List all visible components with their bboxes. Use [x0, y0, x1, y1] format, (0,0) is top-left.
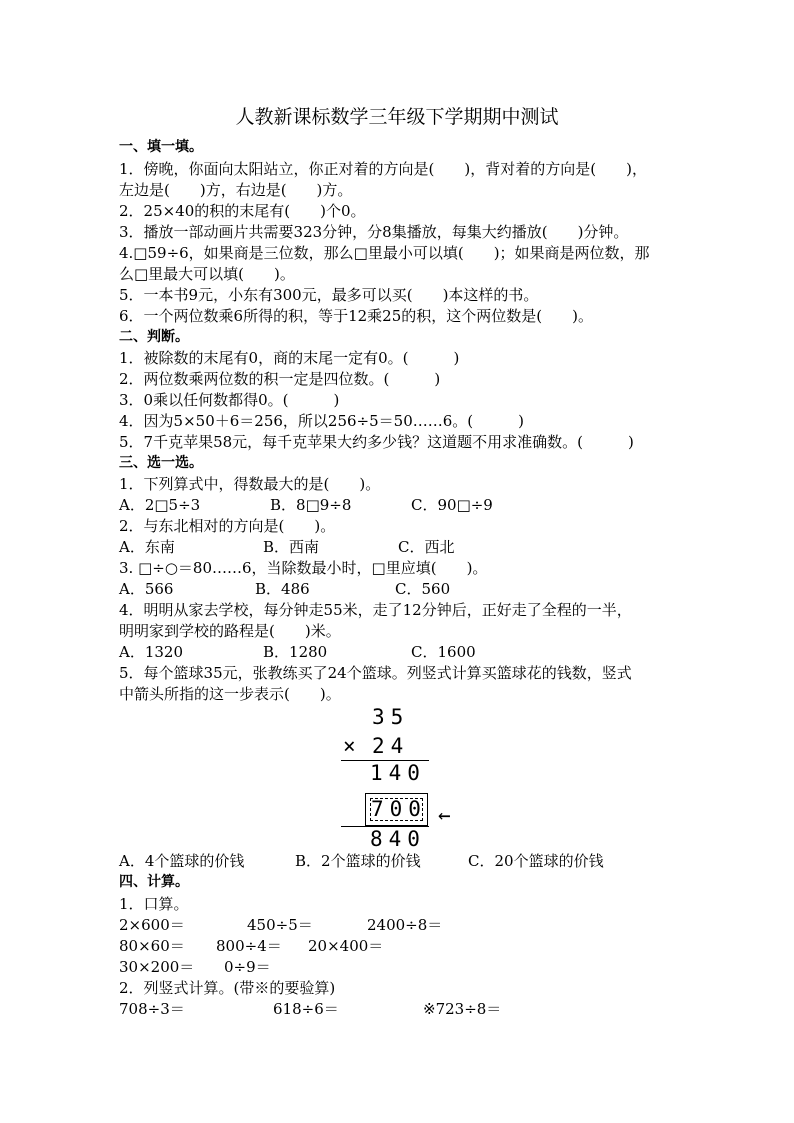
- section-fill-heading: 一、填一填。: [119, 139, 203, 155]
- oral-item: 0÷9＝: [224, 958, 271, 976]
- vertical-row-24: 24: [372, 734, 410, 758]
- section-judge-heading: 二、判断。: [119, 329, 189, 345]
- choose-question-5a: 5．每个篮球35元，张教练买了24个篮球。列竖式计算买篮球花的钱数，竖式: [119, 664, 632, 682]
- choose-question-2: 2．与东北相对的方向是( )。: [119, 517, 336, 535]
- oral-item: 2400÷8＝: [367, 916, 443, 934]
- choose-q3-option-a: A．566: [119, 580, 174, 598]
- choose-q4-option-c: C．1600: [411, 643, 476, 661]
- page-title: 人教新课标数学三年级下学期期中测试: [235, 106, 559, 128]
- vertical-times-sign: ×: [343, 734, 362, 758]
- section-choose-heading: 三、选一选。: [119, 455, 203, 471]
- choose-question-1: 1．下列算式中，得数最大的是( )。: [119, 475, 381, 493]
- column-calc-item: 618÷6＝: [273, 1000, 339, 1018]
- choose-q3-option-c: C．560: [395, 580, 451, 598]
- fill-question-2: 2．25×40的积的末尾有( )个0。: [119, 202, 366, 220]
- section-calc-heading: 四、计算。: [119, 874, 189, 890]
- oral-item: 20×400＝: [308, 937, 384, 955]
- judge-question-2: 2．两位数乘两位数的积一定是四位数。( ): [119, 370, 441, 388]
- judge-question-3: 3．0乘以任何数都得0。( ): [119, 391, 340, 409]
- choose-q4-option-b: B．1280: [263, 643, 328, 661]
- choose-q2-option-c: C．西北: [398, 538, 455, 556]
- judge-question-4: 4．因为5×50＋6＝256，所以256÷5＝50……6。( ): [119, 412, 524, 430]
- vertical-row-840: 840: [370, 827, 426, 851]
- choose-question-4b: 明明家到学校的路程是( )米。: [119, 622, 341, 640]
- fill-question-6: 6．一个两位数乘6所得的积，等于12乘25的积，这个两位数是( )。: [119, 307, 593, 325]
- choose-q5-option-b: B．2个篮球的价钱: [295, 852, 421, 870]
- choose-question-5b: 中箭头所指的这一步表示( )。: [119, 685, 341, 703]
- fill-question-4b: 么□里最大可以填( )。: [119, 265, 295, 283]
- column-calc-item: 708÷3＝: [119, 1000, 185, 1018]
- oral-calc-title: 1．口算。: [119, 895, 189, 913]
- column-calc-item: ※723÷8＝: [423, 1000, 502, 1018]
- choose-q3-option-b: B．486: [255, 580, 310, 598]
- oral-item: 80×60＝: [119, 937, 185, 955]
- fill-question-1a: 1．傍晚，你面向太阳站立，你正对着的方向是( )，背对着的方向是( )，: [119, 160, 647, 178]
- choose-q1-option-c: C．90□÷9: [411, 496, 493, 514]
- choose-question-4a: 4．明明从家去学校，每分钟走55米，走了12分钟后，正好走了全程的一半，: [119, 601, 632, 619]
- choose-q1-option-b: B．8□9÷8: [270, 496, 352, 514]
- choose-q1-option-a: A．2□5÷3: [119, 496, 201, 514]
- choose-q4-option-a: A．1320: [119, 643, 184, 661]
- oral-item: 30×200＝: [119, 958, 195, 976]
- oral-item: 2×600＝: [119, 916, 185, 934]
- vertical-row-35: 35: [372, 705, 410, 729]
- judge-question-5: 5．7千克苹果58元，每千克苹果大约多少钱？这道题不用求准确数。( ): [119, 433, 634, 451]
- oral-item: 800÷4＝: [216, 937, 282, 955]
- oral-item: 450÷5＝: [247, 916, 313, 934]
- choose-q2-option-a: A．东南: [119, 538, 175, 556]
- vertical-row-700: 700: [371, 797, 427, 821]
- fill-question-3: 3．播放一部动画片共需要323分钟，分8集播放，每集大约播放( )分钟。: [119, 223, 629, 241]
- choose-q2-option-b: B．西南: [263, 538, 320, 556]
- fill-question-1b: 左边是( )方，右边是( )方。: [119, 181, 353, 199]
- judge-question-1: 1．被除数的末尾有0，商的末尾一定有0。( ): [119, 349, 460, 367]
- fill-question-4a: 4.□59÷6，如果商是三位数，那么□里最小可以填( )；如果商是两位数，那: [119, 244, 650, 262]
- fill-question-5: 5．一本书9元，小东有300元，最多可以买( )本这样的书。: [119, 286, 539, 304]
- choose-question-3: 3. □÷○＝80……6，当除数最小时，□里应填( )。: [119, 559, 488, 577]
- arrow-icon: ←: [438, 803, 457, 827]
- column-calc-title: 2．列竖式计算。(带※的要验算): [119, 979, 336, 997]
- choose-q5-option-a: A．4个篮球的价钱: [119, 852, 245, 870]
- choose-q5-option-c: C．20个篮球的价钱: [468, 852, 604, 870]
- vertical-row-140: 140: [370, 761, 426, 785]
